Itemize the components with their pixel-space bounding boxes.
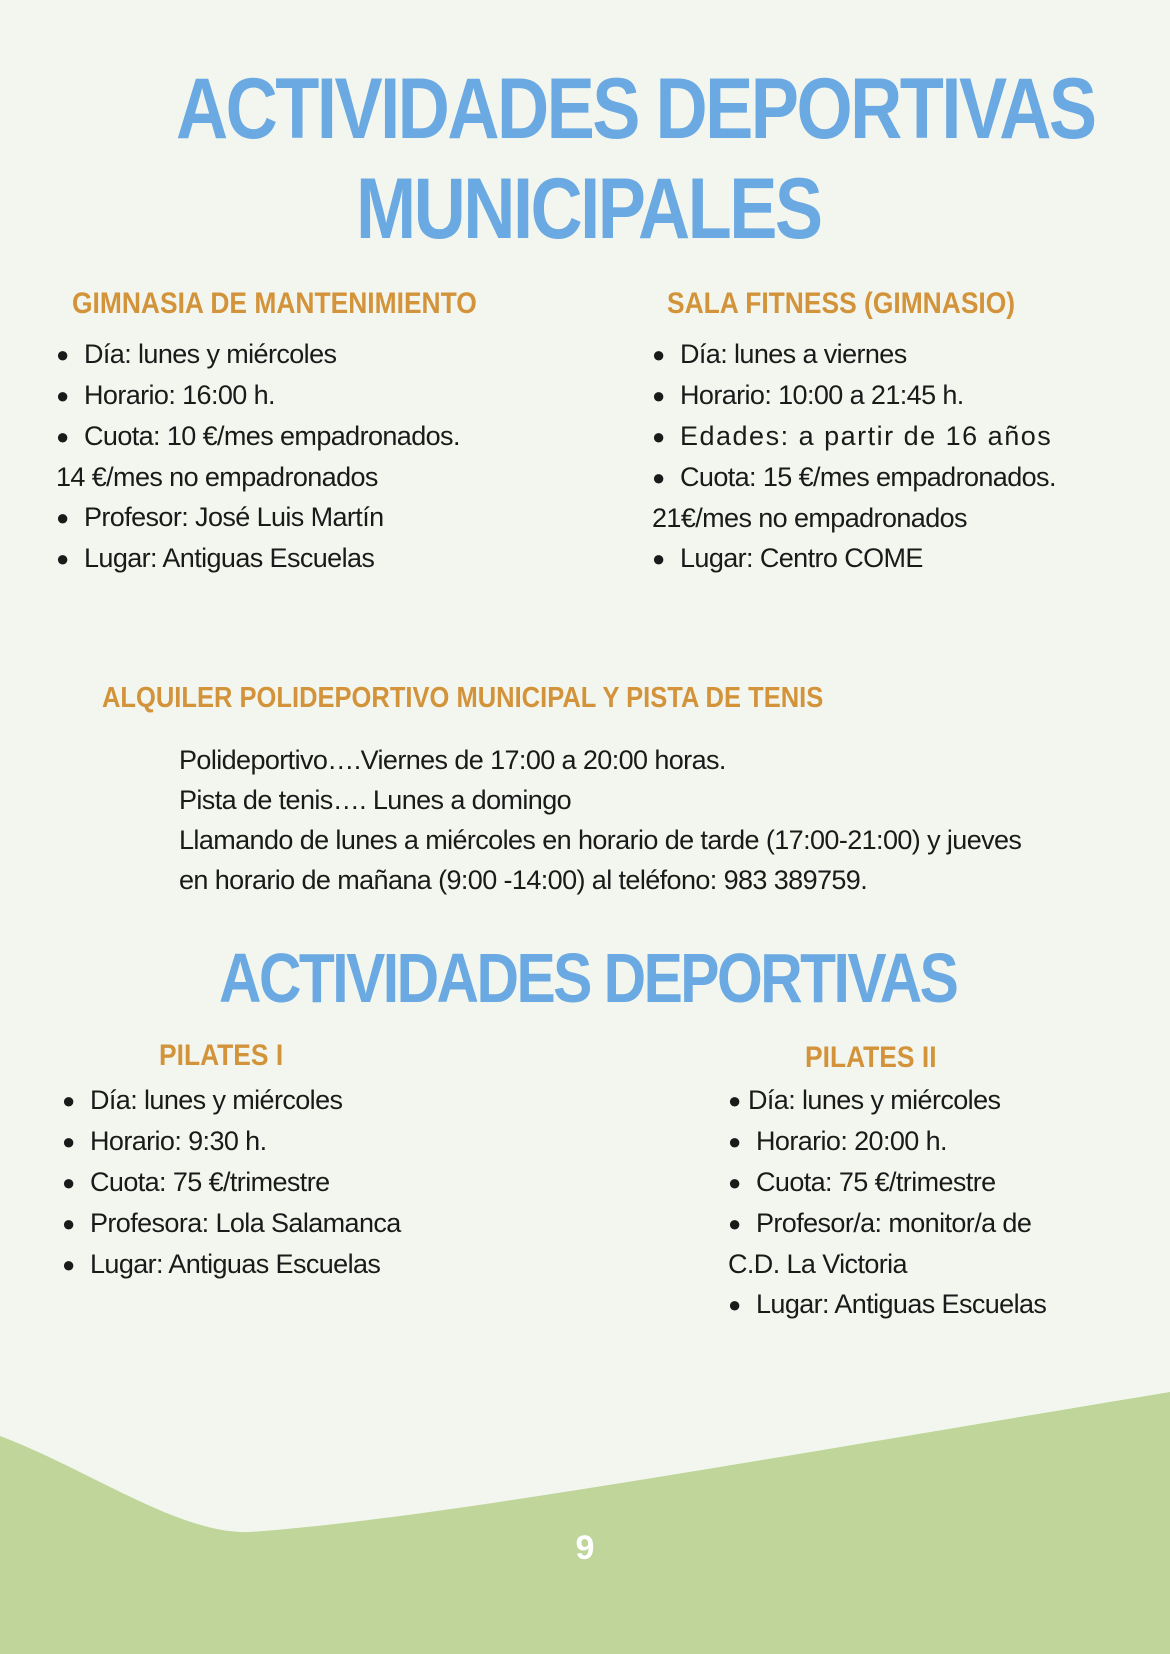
list-item: ● Profesora: Lola Salamanca [62, 1203, 401, 1244]
list-item: ● Horario: 20:00 h. [728, 1121, 1046, 1162]
green-wave-shape [0, 1392, 1170, 1654]
list-item: ● Lugar: Centro COME [652, 538, 1056, 579]
pilates1-list [62, 1080, 401, 1285]
bullet-icon: ● [56, 342, 69, 367]
list-item: ● Día: lunes y miércoles [62, 1080, 401, 1121]
gimnasia-list [56, 334, 460, 579]
list-item: ● Profesor/a: monitor/a de [728, 1203, 1046, 1244]
main-title-line2: MUNICIPALES [356, 161, 821, 257]
list-item: ● Horario: 9:30 h. [62, 1121, 401, 1162]
gimnasia-title: GIMNASIA DE MANTENIMIENTO [72, 287, 477, 320]
list-item: ● Horario: 16:00 h. [56, 375, 460, 416]
bullet-icon: ● [62, 1252, 75, 1277]
list-item-continuation: C.D. La Victoria [728, 1249, 907, 1279]
list-item-continuation: 14 €/mes no empadronados [56, 462, 378, 492]
bullet-icon: ● [728, 1088, 741, 1113]
list-item: ● Lugar: Antiguas Escuelas [56, 538, 460, 579]
pilates2-list [728, 1080, 1046, 1325]
section2-title: ACTIVIDADES DEPORTIVAS [219, 939, 957, 1017]
alquiler-line: Polideportivo….Viernes de 17:00 a 20:00 horas. [179, 745, 726, 775]
bullet-icon: ● [652, 465, 665, 490]
pilates2-title: PILATES II [805, 1041, 937, 1074]
bullet-icon: ● [728, 1211, 741, 1236]
alquiler-line: Llamando de lunes a miércoles en horario de tarde (17:00-21:00) y jueves [179, 825, 1022, 855]
bullet-icon: ● [62, 1088, 75, 1113]
main-title-line1: ACTIVIDADES DEPORTIVAS [176, 61, 1095, 157]
fitness-title: SALA FITNESS (GIMNASIO) [667, 287, 1016, 320]
bullet-icon: ● [728, 1129, 741, 1154]
alquiler-text [179, 740, 1021, 900]
list-item: ● Día: lunes y miércoles [56, 334, 460, 375]
list-item-continuation: 21€/mes no empadronados [652, 503, 967, 533]
bullet-icon: ● [728, 1292, 741, 1317]
bullet-icon: ● [56, 546, 69, 571]
fitness-list [652, 334, 1056, 579]
list-item: ● Lugar: Antiguas Escuelas [62, 1244, 401, 1285]
alquiler-line: Pista de tenis…. Lunes a domingo [179, 785, 572, 815]
bullet-icon: ● [62, 1129, 75, 1154]
list-item: ● Cuota: 75 €/trimestre [728, 1162, 1046, 1203]
bullet-icon: ● [652, 383, 665, 408]
bullet-icon: ● [56, 424, 69, 449]
bullet-icon: ● [62, 1170, 75, 1195]
pilates1-title: PILATES I [159, 1039, 284, 1072]
list-item: ● Día: lunes a viernes [652, 334, 1056, 375]
bullet-icon: ● [652, 546, 665, 571]
list-item: ● Cuota: 75 €/trimestre [62, 1162, 401, 1203]
list-item: ● Edades: a partir de 16 años [652, 416, 1056, 457]
bullet-icon: ● [652, 424, 665, 449]
list-item: ● Profesor: José Luis Martín [56, 497, 460, 538]
bullet-icon: ● [56, 383, 69, 408]
list-item: ● Lugar: Antiguas Escuelas [728, 1284, 1046, 1325]
bullet-icon: ● [728, 1170, 741, 1195]
list-item: ● Horario: 10:00 a 21:45 h. [652, 375, 1056, 416]
page-number: 9 [575, 1529, 595, 1567]
list-item: ● Cuota: 15 €/mes empadronados. [652, 457, 1056, 498]
bullet-icon: ● [652, 342, 665, 367]
list-item: ● Cuota: 10 €/mes empadronados. [56, 416, 460, 457]
list-item: ● Día: lunes y miércoles [728, 1080, 1046, 1121]
bullet-icon: ● [62, 1211, 75, 1236]
alquiler-title: ALQUILER POLIDEPORTIVO MUNICIPAL Y PISTA DE TENIS [102, 682, 824, 714]
alquiler-line: en horario de mañana (9:00 -14:00) al teléfono: 983 389759. [179, 865, 868, 895]
bullet-icon: ● [56, 505, 69, 530]
